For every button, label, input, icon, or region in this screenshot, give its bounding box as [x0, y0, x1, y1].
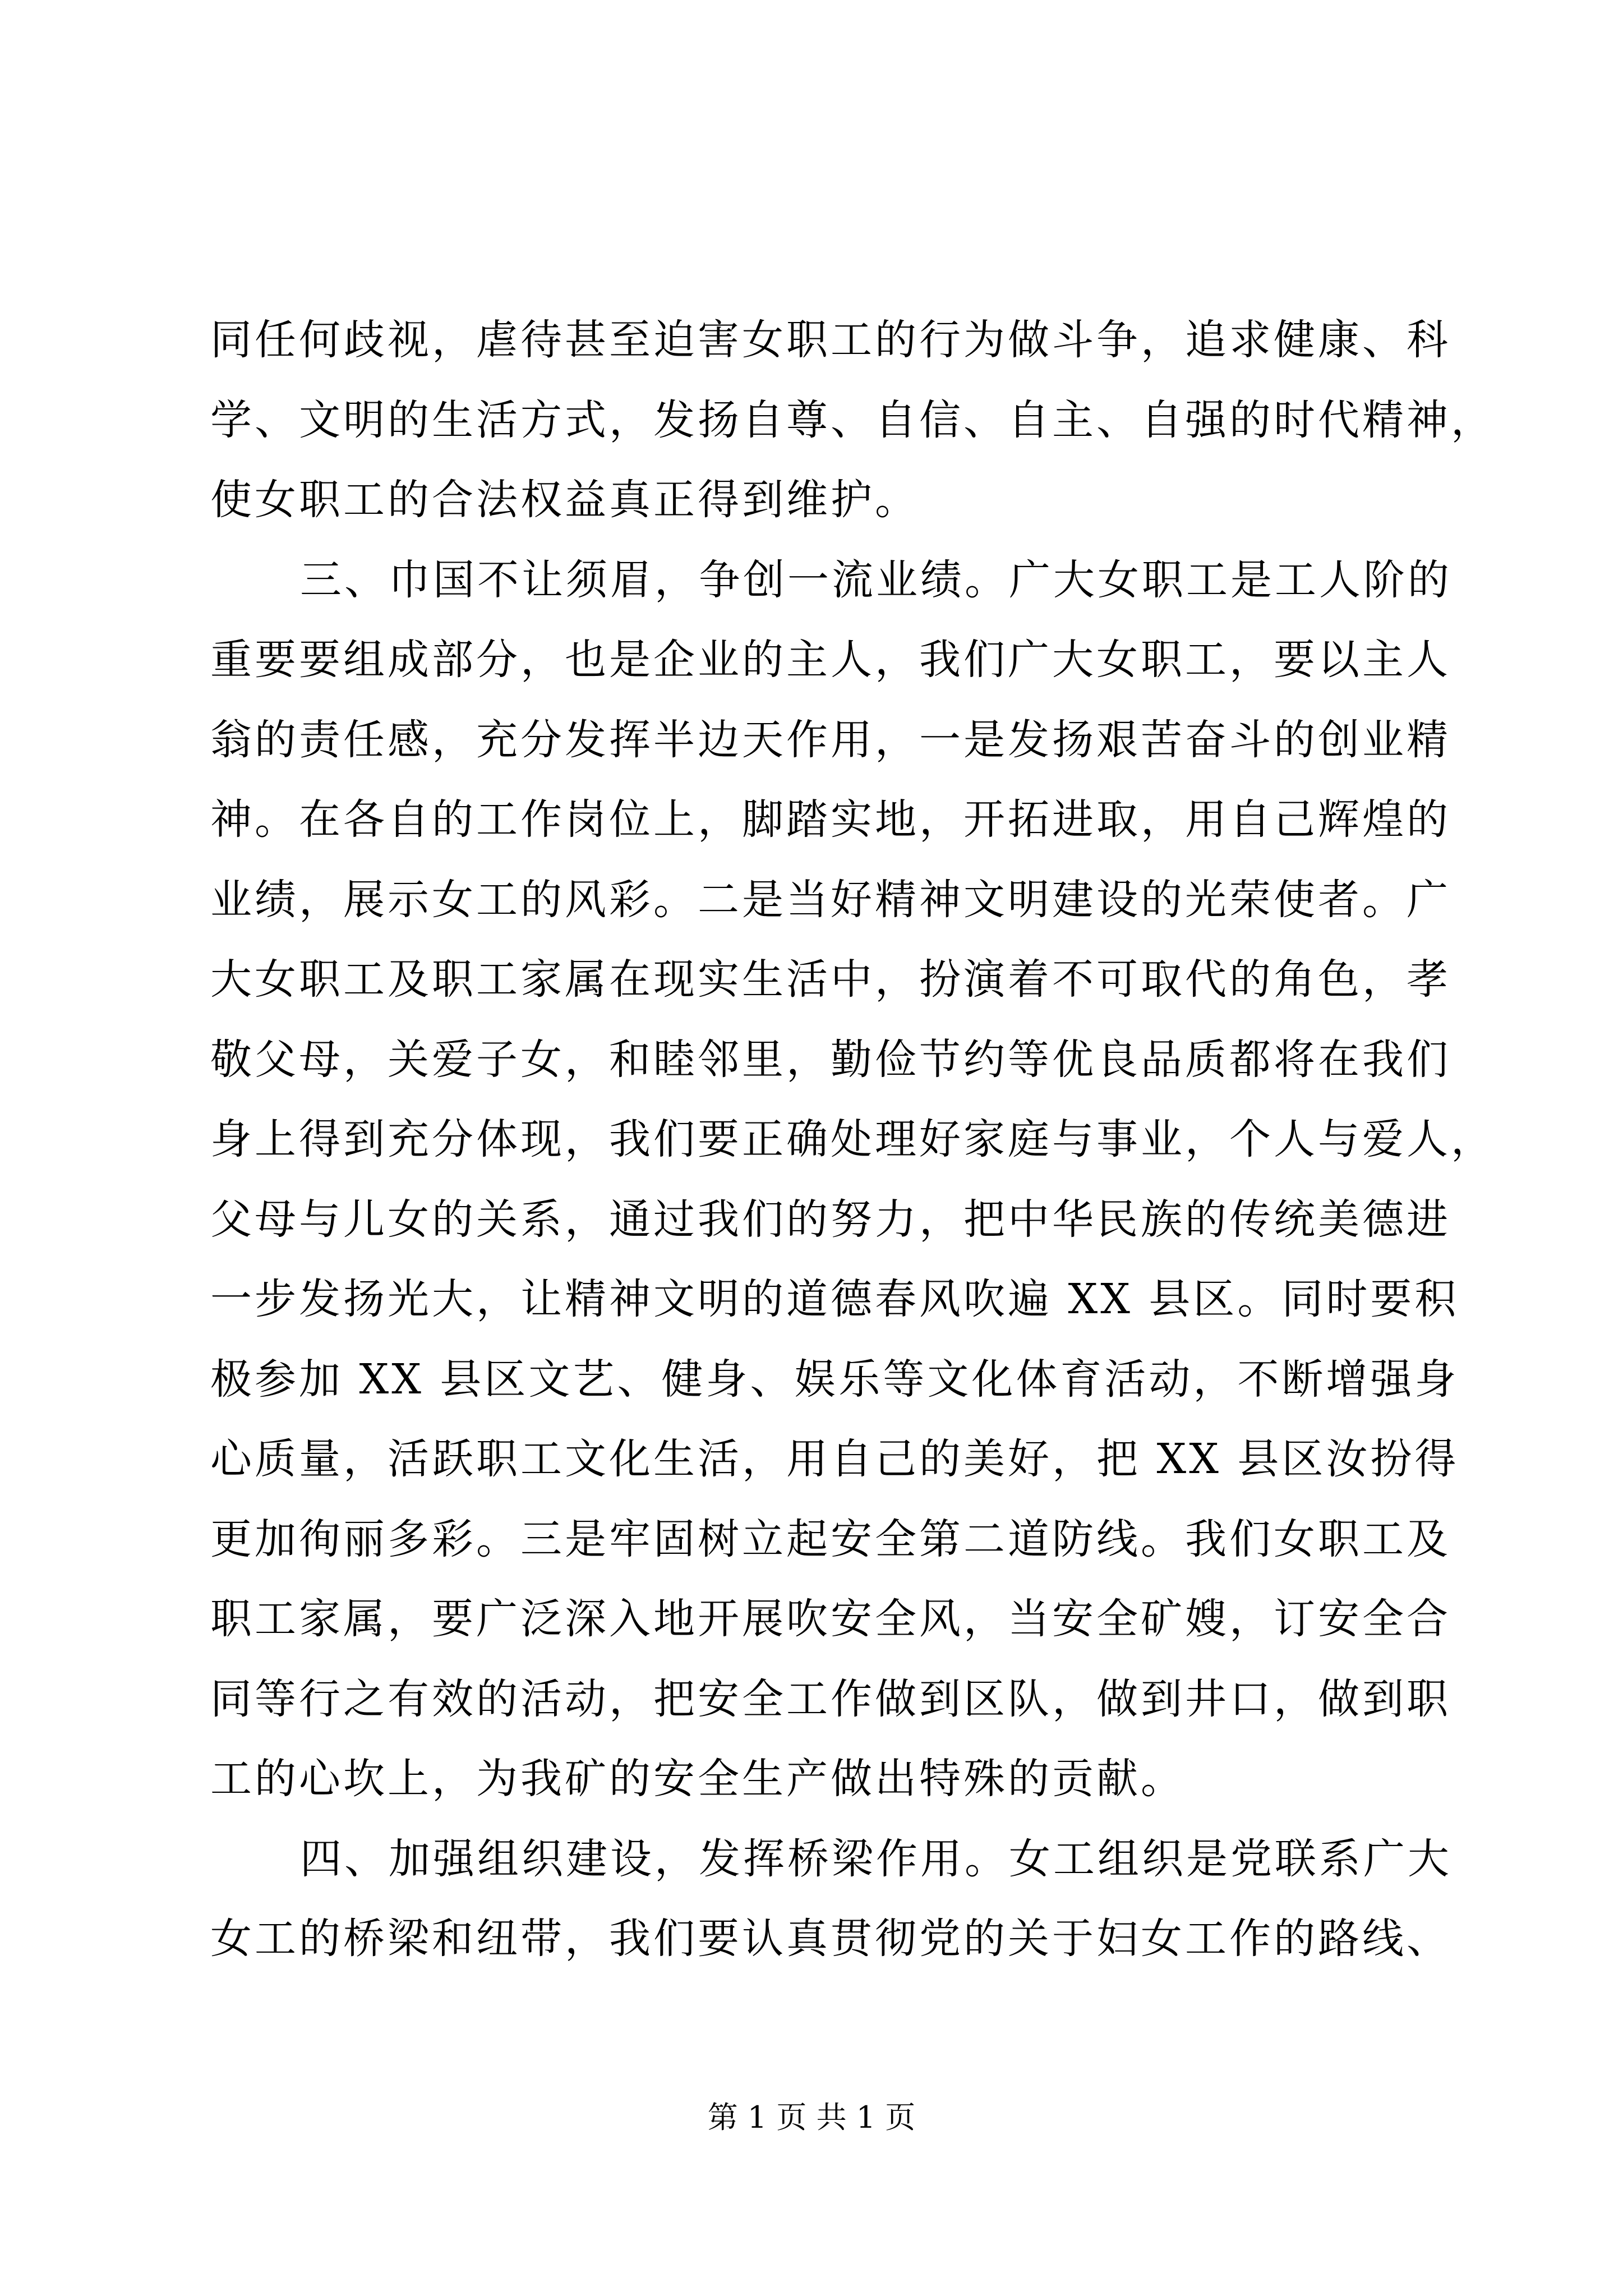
text-line: 同等行之有效的活动，把安全工作做到区队，做到井口，做到职 [210, 1674, 1451, 1723]
text-line: 父母与儿女的关系，通过我们的努力，把中华民族的传统美德进 [210, 1195, 1451, 1244]
text-line: 女工的桥梁和纽带，我们要认真贯彻党的关于妇女工作的路线、 [210, 1915, 1451, 1963]
text-line: 神。在各自的工作岗位上，脚踏实地，开拓进取，用自己辉煌的 [210, 795, 1451, 844]
text-line: 同任何歧视，虐待甚至迫害女职工的行为做斗争，追求健康、科 [210, 316, 1451, 364]
text-line: 一步发扬光大，让精神文明的道德春风吹遍 XX 县区。同时要积 [210, 1275, 1459, 1323]
text-line: 职工家属，要广泛深入地开展吹安全风，当安全矿嫂，订安全合 [210, 1595, 1451, 1643]
body-text [210, 300, 1495, 1979]
text-line: 使女职工的合法权益真正得到维护。 [210, 476, 919, 524]
text-line: 极参加 XX 县区文艺、健身、娱乐等文化体育活动，不断增强身 [210, 1355, 1459, 1404]
text-line: 心质量，活跃职工文化生活，用自己的美好，把 XX 县区汝扮得 [210, 1435, 1459, 1483]
text-line: 身上得到充分体现，我们要正确处理好家庭与事业，个人与爱人， [210, 1115, 1495, 1163]
text-line: 更加徇丽多彩。三是牢固树立起安全第二道防线。我们女职工及 [210, 1515, 1451, 1563]
text-line: 敬父母，关爱子女，和睦邻里，勤俭节约等优良品质都将在我们 [210, 1035, 1451, 1084]
section-heading-line: 四、加强组织建设，发挥桥梁作用。女工组织是党联系广大 [300, 1834, 1452, 1883]
text-line: 翁的责任感，充分发挥半边天作用，一是发扬艰苦奋斗的创业精 [210, 715, 1451, 764]
section-heading-line: 三、巾国不让须眉，争创一流业绩。广大女职工是工人阶的 [300, 555, 1452, 604]
text-line: 重要要组成部分，也是企业的主人，我们广大女职工，要以主人 [210, 636, 1451, 684]
text-line: 大女职工及职工家属在现实生活中，扮演着不可取代的角色，孝 [210, 955, 1451, 1004]
text-line: 学、文明的生活方式，发扬自尊、自信、自主、自强的时代精神， [210, 395, 1495, 444]
text-line: 工的心坎上，为我矿的安全生产做出特殊的贡献。 [210, 1755, 1185, 1803]
text-line: 业绩，展示女工的风彩。二是当好精神文明建设的光荣使者。广 [210, 875, 1451, 924]
page-footer: 第 1 页 共 1 页 [707, 2100, 916, 2135]
